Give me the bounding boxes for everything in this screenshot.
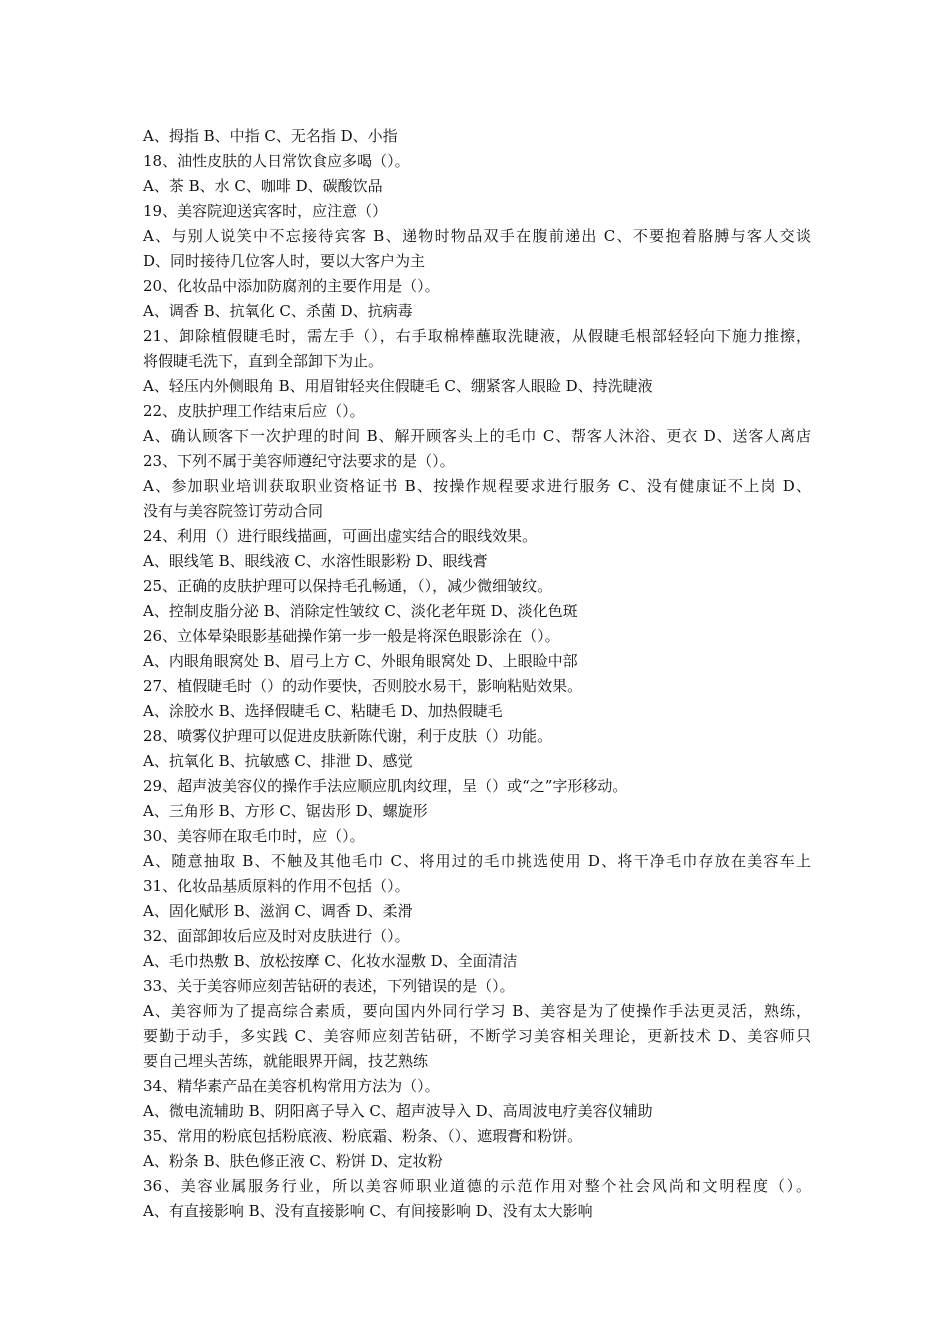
question-line: 26、立体晕染眼影基础操作第一步一般是将深色眼影涂在（）。	[143, 627, 560, 645]
options-line: A、内眼角眼窝处 B、眉弓上方 C、外眼角眼窝处 D、上眼睑中部	[143, 652, 578, 670]
question-line: 21、卸除植假睫毛时，需左手（），右手取棉棒蘸取洗睫液，从假睫毛根部轻轻向下施力推擦，	[143, 327, 811, 345]
options-line: A、参加职业培训获取职业资格证书 B、按操作规程要求进行服务 C、没有健康证不上岗 D、	[143, 477, 811, 495]
question-line: 36、美容业属服务行业，所以美容师职业道德的示范作用对整个社会风尚和文明程度（）。	[143, 1177, 811, 1195]
options-line: A、微电流辅助 B、阴阳离子导入 C、超声波导入 D、高周波电疗美容仪辅助	[143, 1102, 653, 1120]
question-line: 25、正确的皮肤护理可以保持毛孔畅通，（），减少微细皱纹。	[143, 577, 553, 595]
options-line: A、三角形 B、方形 C、锯齿形 D、螺旋形	[143, 802, 428, 820]
options-line: A、美容师为了提高综合素质，要向国内外同行学习 B、美容是为了使操作手法更灵活，熟练，	[143, 1002, 811, 1020]
options-line: A、固化赋形 B、滋润 C、调香 D、柔滑	[143, 902, 413, 920]
options-line: A、毛巾热敷 B、放松按摩 C、化妆水湿敷 D、全面清洁	[143, 952, 518, 970]
options-line: A、轻压内外侧眼角 B、用眉钳轻夹住假睫毛 C、绷紧客人眼睑 D、持洗睫液	[143, 377, 653, 395]
options-line: 要自己埋头苦练，就能眼界开阔，技艺熟练	[143, 1052, 429, 1070]
text-line: A、拇指 B、中指 C、无名指 D、小指	[143, 127, 398, 145]
options-line: A、控制皮脂分泌 B、消除定性皱纹 C、淡化老年斑 D、淡化色斑	[143, 602, 578, 620]
question-line: 31、化妆品基质原料的作用不包括（）。	[143, 877, 410, 895]
question-line: 18、油性皮肤的人日常饮食应多喝（）。	[143, 152, 410, 170]
question-line: 23、下列不属于美容师遵纪守法要求的是（）。	[143, 452, 455, 470]
question-line: 34、精华素产品在美容机构常用方法为（）。	[143, 1077, 440, 1095]
options-line: A、茶 B、水 C、咖啡 D、碳酸饮品	[143, 177, 383, 195]
options-line: A、抗氧化 B、抗敏感 C、排泄 D、感觉	[143, 752, 413, 770]
question-line: 20、化妆品中添加防腐剂的主要作用是（）。	[143, 277, 440, 295]
question-line: 19、美容院迎送宾客时，应注意（）	[143, 202, 388, 220]
question-line: 30、美容师在取毛巾时，应（）。	[143, 827, 365, 845]
question-line: 32、面部卸妆后应及时对皮肤进行（）。	[143, 927, 410, 945]
question-line: 33、关于美容师应刻苦钻研的表述，下列错误的是（）。	[143, 977, 515, 995]
question-line: 35、常用的粉底包括粉底液、粉底霜、粉条、（）、遮瑕膏和粉饼。	[143, 1127, 583, 1145]
question-line: 29、超声波美容仪的操作手法应顺应肌肉纹理，呈（）或“之”字形移动。	[143, 777, 628, 795]
options-line: A、粉条 B、肤色修正液 C、粉饼 D、定妆粉	[143, 1152, 443, 1170]
question-line: 将假睫毛洗下，直到全部卸下为止。	[143, 352, 384, 370]
options-line: A、眼线笔 B、眼线液 C、水溶性眼影粉 D、眼线膏	[143, 552, 488, 570]
options-line: A、调香 B、抗氧化 C、杀菌 D、抗病毒	[143, 302, 413, 320]
options-line: A、与别人说笑中不忘接待宾客 B、递物时物品双手在腹前递出 C、不要抱着胳膊与客人交谈	[143, 227, 811, 245]
options-line: A、确认顾客下一次护理的时间 B、解开顾客头上的毛巾 C、帮客人沐浴、更衣 D、送客人离店	[143, 427, 811, 445]
question-line: 27、植假睫毛时（）的动作要快，否则胶水易干，影响粘贴效果。	[143, 677, 583, 695]
document-body	[143, 124, 811, 1224]
options-line: 没有与美容院签订劳动合同	[143, 502, 324, 520]
question-line: 24、利用（）进行眼线描画，可画出虚实结合的眼线效果。	[143, 527, 538, 545]
question-line: 22、皮肤护理工作结束后应（）。	[143, 402, 365, 420]
question-line: 28、喷雾仪护理可以促进皮肤新陈代谢，利于皮肤（）功能。	[143, 727, 553, 745]
options-line: A、有直接影响 B、没有直接影响 C、有间接影响 D、没有太大影响	[143, 1202, 593, 1220]
options-line: A、随意抽取 B、不触及其他毛巾 C、将用过的毛巾挑选使用 D、将干净毛巾存放在美容车上	[143, 852, 811, 870]
options-line: D、同时接待几位客人时，要以大客户为主	[143, 252, 426, 270]
options-line: A、涂胶水 B、选择假睫毛 C、粘睫毛 D、加热假睫毛	[143, 702, 503, 720]
options-line: 要勤于动手，多实践 C、美容师应刻苦钻研，不断学习美容相关理论，更新技术 D、美容师只	[143, 1027, 811, 1045]
